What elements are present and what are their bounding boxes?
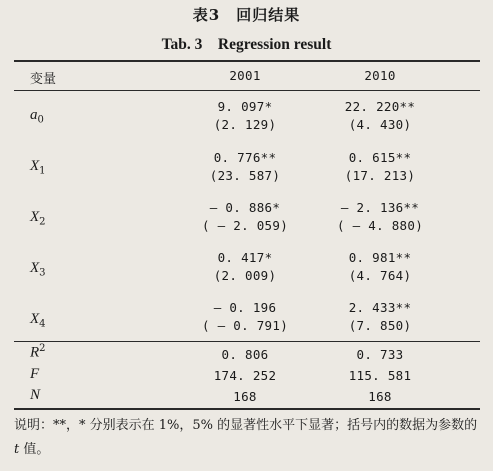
tstat-2001: (2. 129) bbox=[213, 117, 277, 132]
tstat-2010: (4. 430) bbox=[348, 117, 412, 132]
coef-2010: 2. 433** bbox=[348, 300, 412, 315]
tstat-2010: (4. 764) bbox=[348, 268, 412, 283]
coef-2001: 0. 776** bbox=[213, 150, 277, 165]
bottom-rule bbox=[14, 408, 480, 410]
stats-rule bbox=[14, 341, 480, 342]
value-2001: 0. 806 bbox=[221, 347, 269, 362]
header-2010: 2010 bbox=[364, 68, 396, 83]
tstat-2010: (17. 213) bbox=[344, 168, 416, 183]
header-variable: 变量 bbox=[30, 72, 57, 87]
variable-label: N bbox=[30, 387, 41, 403]
table-title-english: Tab. 3 Regression result bbox=[161, 36, 332, 53]
top-rule bbox=[14, 60, 480, 62]
note-t-symbol: t bbox=[14, 442, 20, 457]
variable-label: $a_0$ bbox=[30, 107, 44, 126]
coef-2010: 22. 220** bbox=[344, 99, 416, 114]
variable-label: $X_4$ bbox=[30, 311, 46, 330]
coef-2010: – 2. 136** bbox=[340, 200, 420, 215]
variable-label: $X_3$ bbox=[30, 260, 46, 279]
value-2010: 115. 581 bbox=[348, 368, 412, 383]
table-title-chinese: 表3 回归结果 bbox=[192, 6, 301, 24]
header-2001: 2001 bbox=[229, 68, 261, 83]
variable-label: $X_1$ bbox=[30, 158, 46, 177]
coef-2010: 0. 615** bbox=[348, 150, 412, 165]
header-rule bbox=[14, 90, 480, 91]
tstat-2001: ( – 2. 059) bbox=[201, 218, 289, 233]
variable-label: $R^2$ bbox=[30, 343, 46, 361]
value-2001: 174. 252 bbox=[213, 368, 277, 383]
note-prefix: 说明：**，* 分别表示在 1%，5% 的显著性水平下显著；括号内的数据为参数的 bbox=[14, 418, 478, 433]
tstat-2010: (7. 850) bbox=[348, 318, 412, 333]
note-suffix: 值。 bbox=[19, 442, 50, 457]
tstat-2001: (23. 587) bbox=[209, 168, 281, 183]
value-2010: 0. 733 bbox=[356, 347, 404, 362]
tstat-2001: ( – 0. 791) bbox=[201, 318, 289, 333]
variable-label: F bbox=[30, 366, 40, 382]
coef-2001: – 0. 886* bbox=[209, 200, 281, 215]
coef-2001: 0. 417* bbox=[217, 250, 273, 265]
value-2010: 168 bbox=[368, 389, 392, 404]
coef-2001: 9. 097* bbox=[217, 99, 273, 114]
value-2001: 168 bbox=[233, 389, 257, 404]
variable-label: $X_2$ bbox=[30, 209, 46, 228]
coef-2001: – 0. 196 bbox=[213, 300, 277, 315]
coef-2010: 0. 981** bbox=[348, 250, 412, 265]
tstat-2010: ( – 4. 880) bbox=[336, 218, 424, 233]
tstat-2001: (2. 009) bbox=[213, 268, 277, 283]
table-note bbox=[14, 414, 484, 462]
